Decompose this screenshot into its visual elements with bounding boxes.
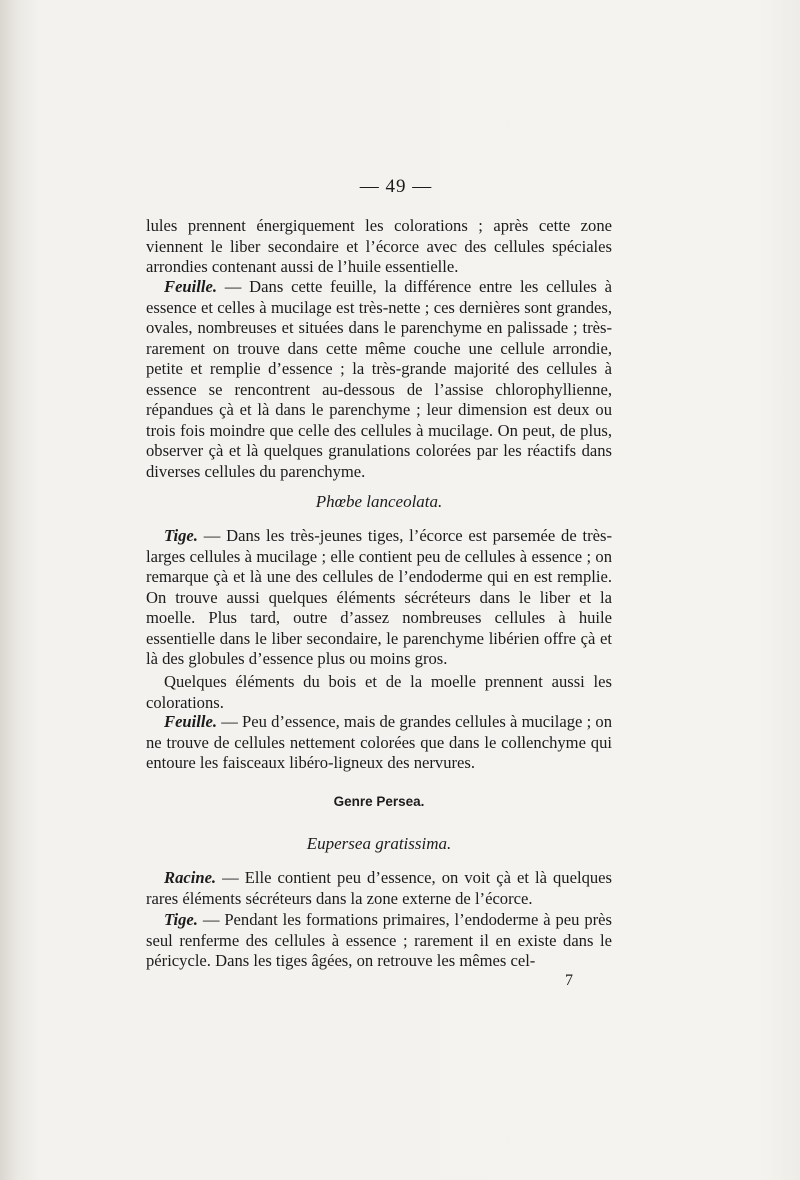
paragraph-body: — Pendant les formations primaires, l’endoderme à peu près seul renferme des cellules à essence ; rarement il en existe dans le péricycle. Dans les tiges âgées, on retrouve les mêmes cel- bbox=[146, 910, 612, 970]
species-heading: Phœbe lanceolata. bbox=[315, 492, 443, 511]
paragraph-body: — Dans cette feuille, la différence entre les cellules à essence et celles à mucilage est très-nette ; ces dernières sont grandes, ovales, nombreuses et situées dans le parenchyme en palissade ; très-rarement on trouve dans cette même couche une cellule arrondie, petite et remplie d’essence ; la très-grande majorité des cellules à essence se rencontrent au-dessous de l’assise chlorophyllienne, répandues çà et là dans le parenchyme ; leur dimension est deux ou trois fois moindre que celle des cellules à mucilage. On peut, de plus, observer çà et là quelques granulations colorées par les réactifs dans diverses cellules du parenchyme. bbox=[146, 277, 612, 481]
paragraph-body: — Dans les très-jeunes tiges, l’écorce est parsemée de très-larges cellules à mucilage ; elle contient peu de cellules à essence ; on remarque çà et là une des cellules de l’endoderme qui en est remplie. On trouve aussi quelques éléments sécréteurs dans le liber et la moelle. Plus tard, outre d’assez nombreuses cellules à huile essentielle dans le liber secondaire, le parenchyme libérien offre çà et là des globules d’essence plus ou moins gros. bbox=[146, 526, 612, 668]
species-heading-2: Eupersea gratissima. bbox=[306, 834, 452, 853]
paragraph-racine bbox=[146, 868, 612, 909]
genus-heading: Genre Persea. bbox=[333, 794, 425, 809]
paragraph-tige-2 bbox=[146, 910, 612, 972]
page-number: — 49 — bbox=[359, 176, 433, 197]
paragraph-lead: Feuille. bbox=[164, 712, 218, 731]
paragraph-lead: Tige. bbox=[164, 910, 198, 929]
paragraph-tige bbox=[146, 526, 612, 670]
paragraph-body: — Peu d’essence, mais de grandes cellules à mucilage ; on ne trouve de cellules nettement colorées que dans le collenchyme qui entoure les faisceaux libéro-ligneux des nervures. bbox=[146, 712, 612, 772]
paragraph-body: — Elle contient peu d’essence, on voit çà et là quelques rares éléments sécréteurs dans la zone externe de l’écorce. bbox=[146, 868, 612, 908]
paragraph-colorations: Quelques éléments du bois et de la moelle prennent aussi les colorations. bbox=[146, 672, 612, 712]
paragraph-lead: Racine. bbox=[164, 868, 217, 887]
paragraph-continuation: lules prennent énergiquement les colorations ; après cette zone viennent le liber secondaire et l’écorce avec des cellules spéciales arrondies contenant aussi de l’huile essentielle. bbox=[146, 216, 612, 276]
signature-mark: 7 bbox=[565, 972, 573, 989]
paragraph-lead: Feuille. bbox=[164, 277, 218, 296]
paragraph-lead: Tige. bbox=[164, 526, 198, 545]
paragraph-feuille bbox=[146, 277, 612, 482]
paragraph-feuille-2 bbox=[146, 712, 612, 774]
